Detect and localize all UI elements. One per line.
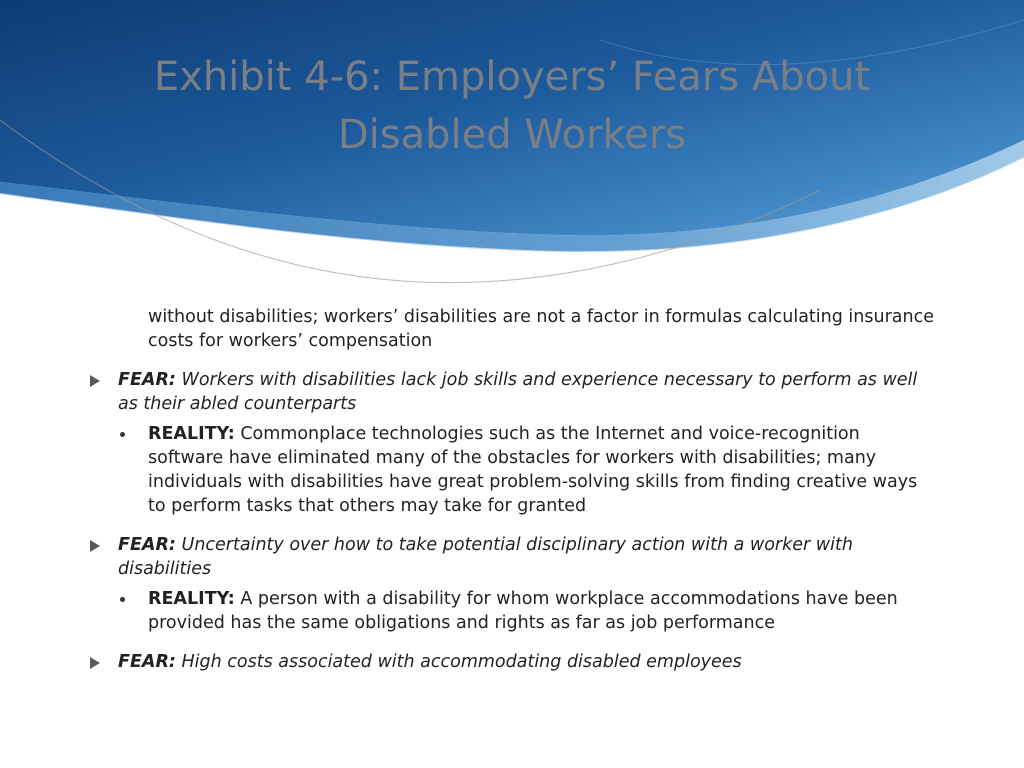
- slide-title-line-2: Disabled Workers: [337, 112, 687, 158]
- round-bullet-icon: [120, 597, 125, 602]
- continuation-text: without disabilities; workers’ disabilities are not a factor in formulas calculating insurance costs for workers’ compensation: [148, 307, 934, 351]
- fear-label: FEAR:: [118, 535, 176, 555]
- fear-label: FEAR:: [118, 370, 176, 390]
- reality-label: REALITY:: [148, 589, 235, 609]
- reality-label: REALITY:: [148, 424, 235, 444]
- slide-body: [88, 305, 938, 674]
- reality-text: Commonplace technologies such as the Internet and voice-recognition software have eliminated many of the obstacles for workers with disabilities; many individuals with disabilities have great problem-solving skills from finding creative ways to perform tasks that others may take for granted: [148, 424, 918, 516]
- fear-text: Workers with disabilities lack job skills and experience necessary to perform as well as their abled counterparts: [118, 370, 918, 414]
- triangle-bullet-icon: [90, 540, 100, 552]
- slide-title-line-1: Exhibit 4-6: Employers’ Fears About: [153, 54, 871, 100]
- reality-text: A person with a disability for whom workplace accommodations have been provided has the same obligations and rights as far as job performance: [148, 589, 898, 633]
- round-bullet-icon: [120, 432, 125, 437]
- fear-item: [88, 650, 938, 674]
- slide-title: [40, 48, 984, 164]
- fear-text: Uncertainty over how to take potential disciplinary action with a worker with disabilities: [118, 535, 853, 579]
- reality-item: [88, 587, 938, 635]
- triangle-bullet-icon: [90, 657, 100, 669]
- reality-item: [88, 422, 938, 518]
- triangle-bullet-icon: [90, 375, 100, 387]
- fear-item: [88, 533, 938, 581]
- fear-label: FEAR:: [118, 652, 176, 672]
- fear-item: [88, 368, 938, 416]
- fear-text: High costs associated with accommodating disabled employees: [181, 652, 742, 672]
